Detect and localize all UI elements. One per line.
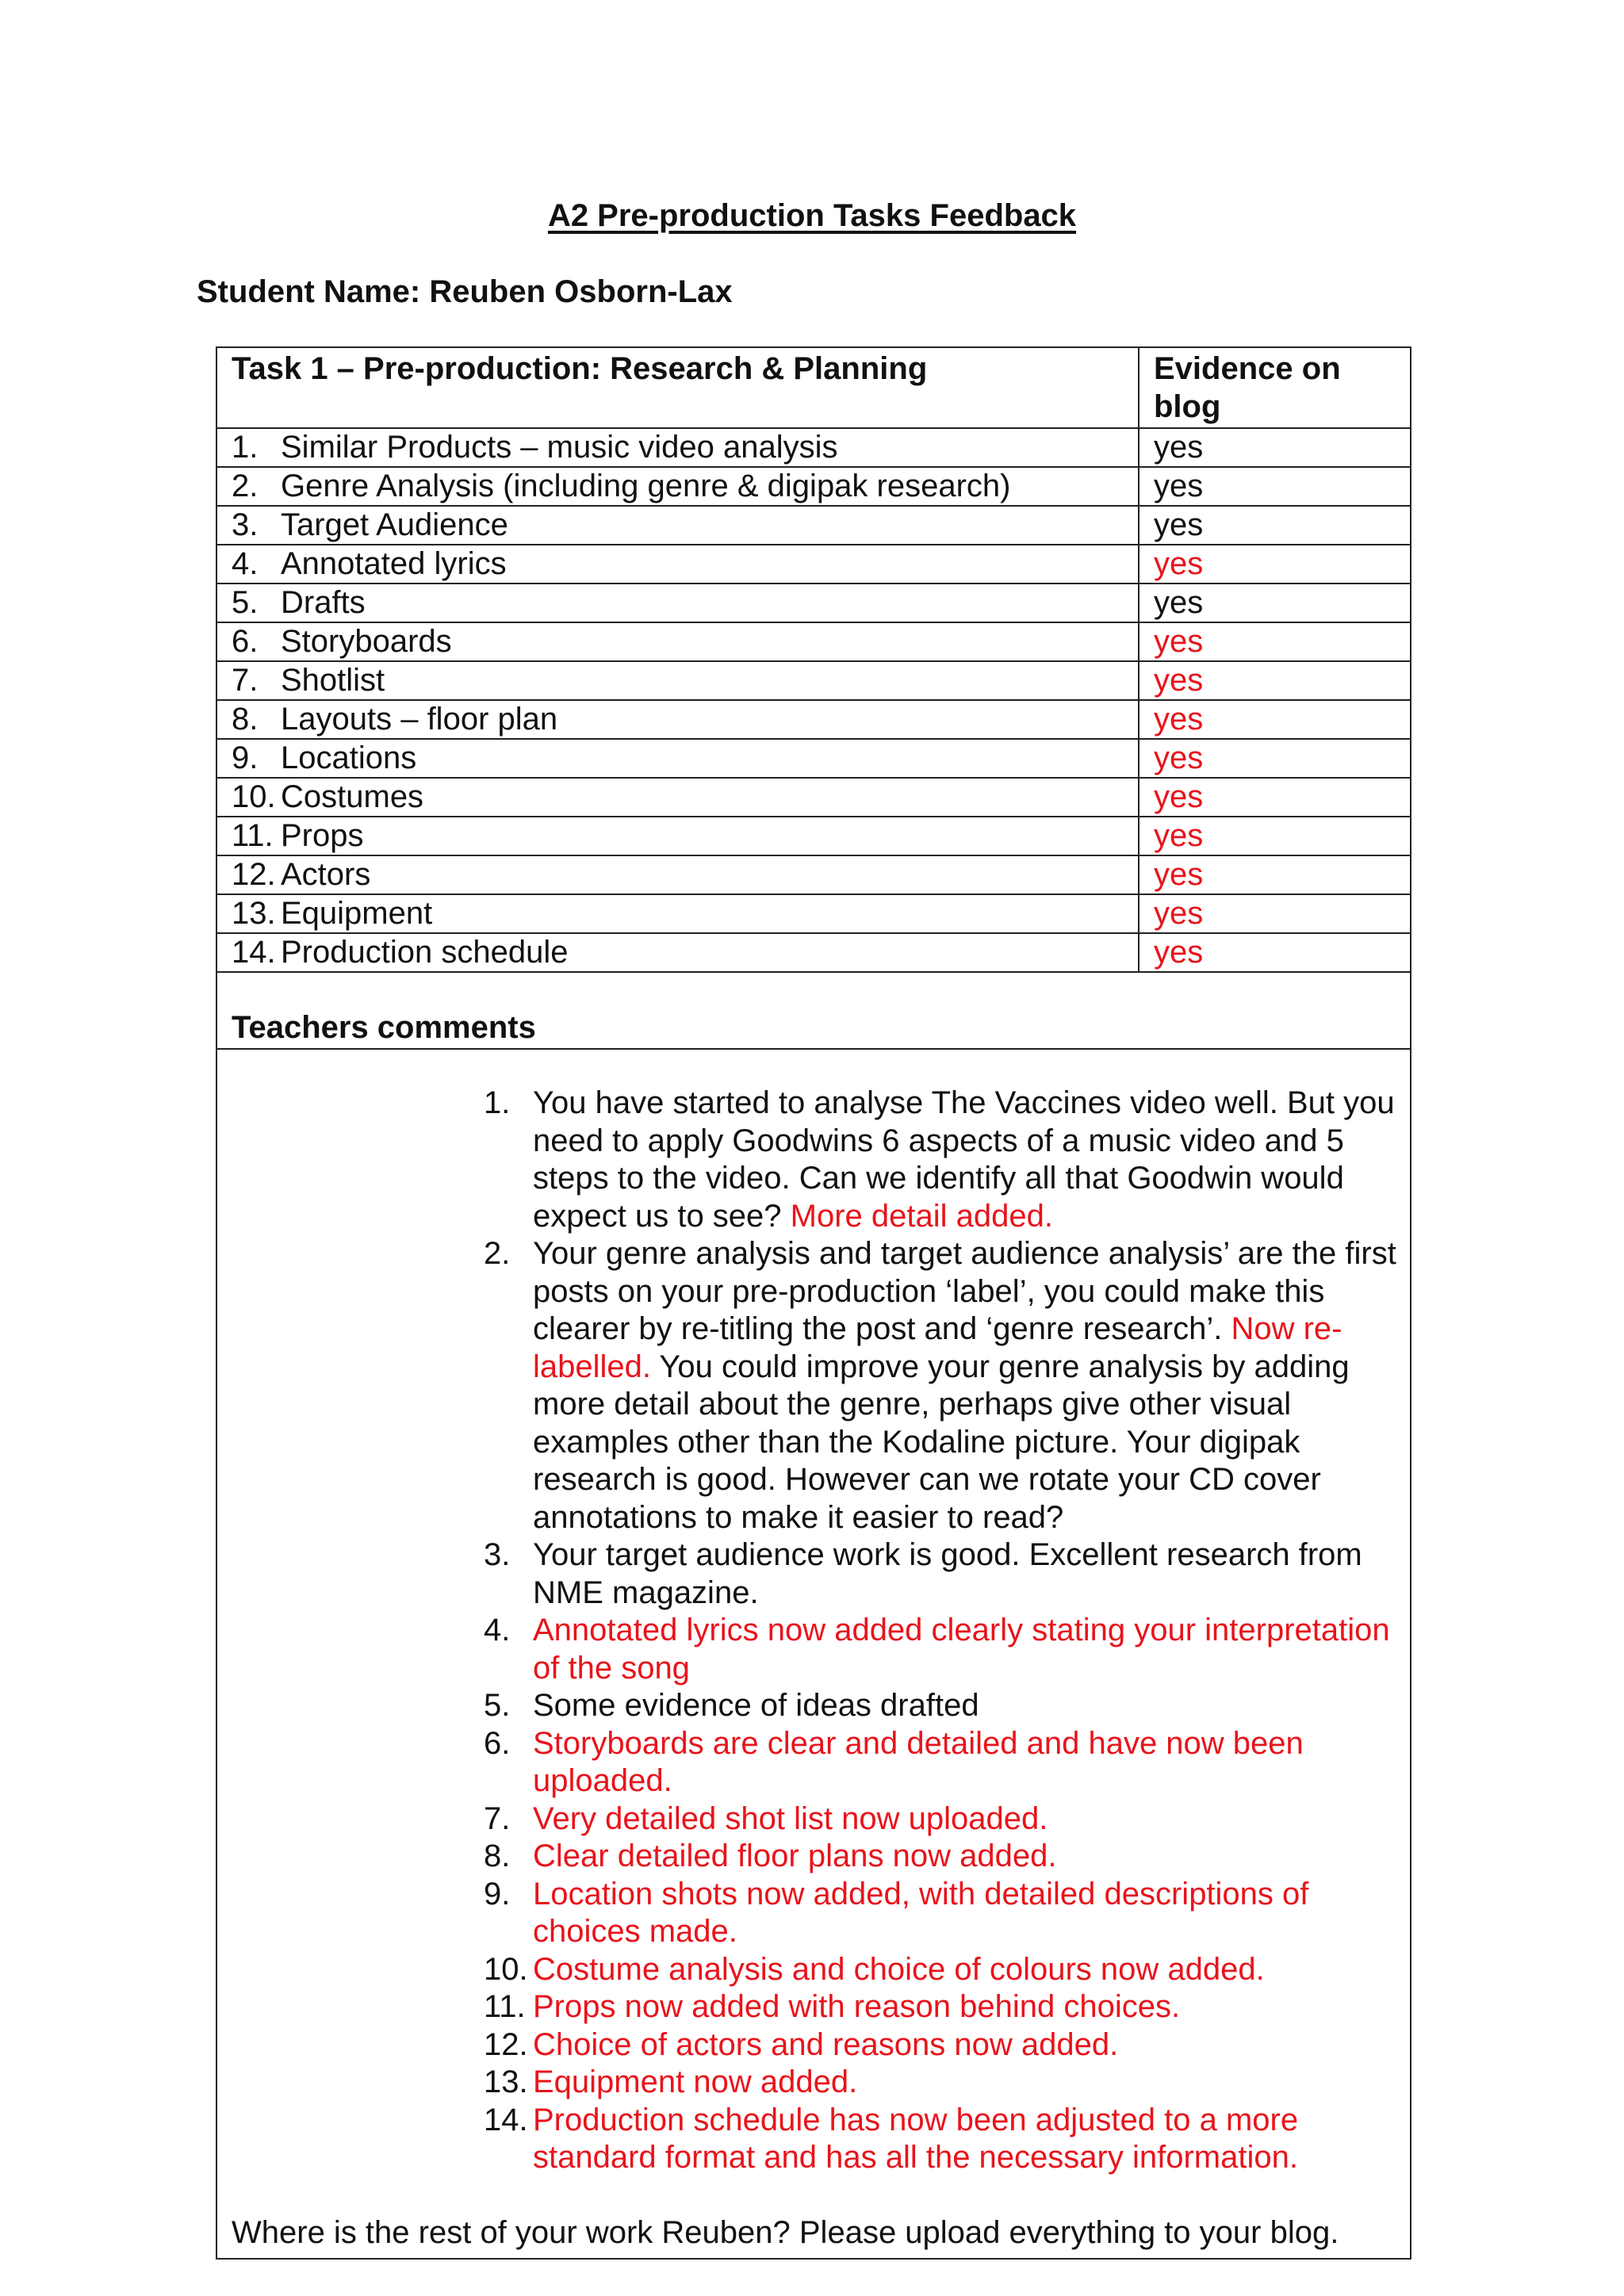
comment-number: 10.: [484, 1951, 528, 1987]
comment-number: 9.: [484, 1876, 511, 1911]
task-cell: [216, 894, 1139, 933]
task-cell: [216, 817, 1139, 855]
list-item: [217, 1876, 1399, 1951]
task-label: Target Audience: [281, 507, 508, 542]
evidence-cell: yes: [1139, 661, 1411, 700]
task-number: 7.: [232, 663, 259, 698]
list-item: [217, 1725, 1399, 1800]
task-label: Layouts – floor plan: [281, 702, 558, 737]
table-row: [216, 545, 1411, 584]
comment-update-text: Annotated lyrics now added clearly stating your interpretation of the song: [533, 1613, 1390, 1686]
comment-number: 1.: [484, 1085, 511, 1120]
comment-update-text: More detail added.: [790, 1198, 1053, 1234]
comment-number: 8.: [484, 1839, 511, 1873]
comment-number: 5.: [484, 1688, 511, 1723]
evidence-cell: yes: [1139, 739, 1411, 778]
evidence-cell: yes: [1139, 545, 1411, 584]
comment-number: 12.: [484, 2026, 528, 2062]
comment-number: 7.: [484, 1800, 511, 1836]
task-label: Locations: [281, 740, 417, 775]
evidence-cell: yes: [1139, 428, 1411, 467]
comment-number: 11.: [484, 1989, 526, 2024]
task-label: Production schedule: [281, 935, 569, 970]
task-label: Genre Analysis (including genre & digipak research): [281, 469, 1011, 503]
table-row: [216, 622, 1411, 661]
table-row: [216, 855, 1411, 894]
comments-body-row: [216, 1049, 1411, 2259]
comments-heading-row: [216, 972, 1411, 1049]
task-cell: [216, 622, 1139, 661]
task-number: 12.: [232, 857, 276, 892]
task-label: Actors: [281, 857, 371, 892]
task-number: 2.: [232, 469, 259, 503]
evidence-cell: yes: [1139, 817, 1411, 855]
task-column-header: Task 1 – Pre-production: Research & Planning: [216, 347, 1139, 428]
table-row: [216, 894, 1411, 933]
list-item: [217, 1536, 1399, 1612]
comment-update-text: Choice of actors and reasons now added.: [533, 2026, 1119, 2062]
evidence-column-header: Evidence on blog: [1139, 347, 1411, 428]
comments-heading: Teachers comments: [216, 972, 1411, 1049]
comment-update-text: Location shots now added, with detailed descriptions of choices made.: [533, 1876, 1309, 1949]
task-cell: [216, 700, 1139, 739]
list-item: [217, 1085, 1399, 1235]
comment-update-text: Clear detailed floor plans now added.: [533, 1839, 1057, 1873]
task-cell: [216, 467, 1139, 506]
task-number: 11.: [232, 818, 274, 853]
evidence-cell: yes: [1139, 506, 1411, 545]
document-title: A2 Pre-production Tasks Feedback: [547, 198, 1077, 233]
comment-number: 4.: [484, 1613, 511, 1647]
comment-text: Your target audience work is good. Excellent research from NME magazine.: [533, 1537, 1362, 1610]
comment-update-text: Storyboards are clear and detailed and have now been uploaded.: [533, 1725, 1304, 1798]
evidence-cell: yes: [1139, 700, 1411, 739]
list-item: [217, 1951, 1399, 1989]
comment-update-text: Very detailed shot list now uploaded.: [533, 1800, 1048, 1836]
list-item: [217, 1235, 1399, 1536]
table-row: [216, 428, 1411, 467]
task-label: Storyboards: [281, 624, 452, 659]
comment-text: Some evidence of ideas drafted: [533, 1688, 979, 1723]
task-number: 10.: [232, 779, 276, 814]
table-row: [216, 739, 1411, 778]
feedback-table: [216, 346, 1411, 2260]
list-item: [217, 1800, 1399, 1839]
table-row: [216, 467, 1411, 506]
task-number: 14.: [232, 935, 276, 970]
list-item: [217, 1687, 1399, 1725]
comment-number: 6.: [484, 1725, 511, 1761]
evidence-cell: yes: [1139, 622, 1411, 661]
table-row: [216, 506, 1411, 545]
task-cell: [216, 428, 1139, 467]
comment-number: 14.: [484, 2102, 528, 2137]
task-label: Costumes: [281, 779, 424, 814]
closing-remark: Where is the rest of your work Reuben? Please upload everything to your blog.: [232, 2214, 1339, 2250]
table-header-row: [216, 347, 1411, 428]
comment-update-text: Production schedule has now been adjusted to a more standard format and has all the necessary information.: [533, 2102, 1299, 2175]
comment-list: [217, 1085, 1399, 2177]
task-label: Similar Products – music video analysis: [281, 430, 838, 465]
comment-number: 3.: [484, 1537, 511, 1572]
task-cell: [216, 778, 1139, 817]
table-row: [216, 817, 1411, 855]
task-number: 13.: [232, 896, 276, 931]
list-item: [217, 1988, 1399, 2026]
task-cell: [216, 739, 1139, 778]
comment-number: 13.: [484, 2064, 528, 2099]
evidence-cell: yes: [1139, 467, 1411, 506]
comments-cell: [216, 1049, 1411, 2259]
task-number: 1.: [232, 430, 259, 465]
task-cell: [216, 661, 1139, 700]
student-name: Student Name: Reuben Osborn-Lax: [197, 274, 733, 309]
list-item: [217, 1612, 1399, 1687]
task-cell: [216, 584, 1139, 622]
task-cell: [216, 506, 1139, 545]
evidence-cell: yes: [1139, 933, 1411, 972]
list-item: [217, 2064, 1399, 2102]
comment-number: 2.: [484, 1236, 511, 1271]
list-item: [217, 2026, 1399, 2064]
task-cell: [216, 933, 1139, 972]
evidence-cell: yes: [1139, 855, 1411, 894]
list-item: [217, 2102, 1399, 2177]
table-row: [216, 584, 1411, 622]
comment-update-text: Costume analysis and choice of colours now added.: [533, 1951, 1265, 1987]
table-row: [216, 933, 1411, 972]
evidence-cell: yes: [1139, 778, 1411, 817]
table-row: [216, 778, 1411, 817]
comment-text: You could improve your genre analysis by adding more detail about the genre, perhaps give other visual examples other than the Kodaline picture. Your digipak research is good. However can we rotate your CD cover annotations to make it easier to read?: [533, 1349, 1350, 1535]
task-number: 5.: [232, 585, 259, 620]
task-number: 8.: [232, 702, 259, 737]
comment-update-text: Now re-labelled.: [533, 1311, 1342, 1384]
table-row: [216, 661, 1411, 700]
table-row: [216, 700, 1411, 739]
task-number: 6.: [232, 624, 259, 659]
task-label: Drafts: [281, 585, 366, 620]
evidence-cell: yes: [1139, 584, 1411, 622]
task-number: 3.: [232, 507, 259, 542]
comment-update-text: Props now added with reason behind choices.: [533, 1989, 1181, 2024]
task-rows: [216, 428, 1411, 972]
task-cell: [216, 545, 1139, 584]
task-label: Equipment: [281, 896, 433, 931]
task-label: Props: [281, 818, 364, 853]
comment-text: Your genre analysis and target audience analysis’ are the first posts on your pre-production ‘label’, you could make this clearer by re-titling the post and ‘genre research’.: [533, 1236, 1396, 1346]
comment-update-text: Equipment now added.: [533, 2064, 858, 2099]
comment-text: You have started to analyse The Vaccines video well. But you need to apply Goodwins 6 aspects of a music video and 5 steps to the video. Can we identify all that Goodwin would expect us to see?: [533, 1085, 1395, 1234]
task-label: Shotlist: [281, 663, 385, 698]
task-label: Annotated lyrics: [281, 546, 507, 581]
list-item: [217, 1838, 1399, 1876]
evidence-cell: yes: [1139, 894, 1411, 933]
task-number: 9.: [232, 740, 259, 775]
task-number: 4.: [232, 546, 259, 581]
task-cell: [216, 855, 1139, 894]
